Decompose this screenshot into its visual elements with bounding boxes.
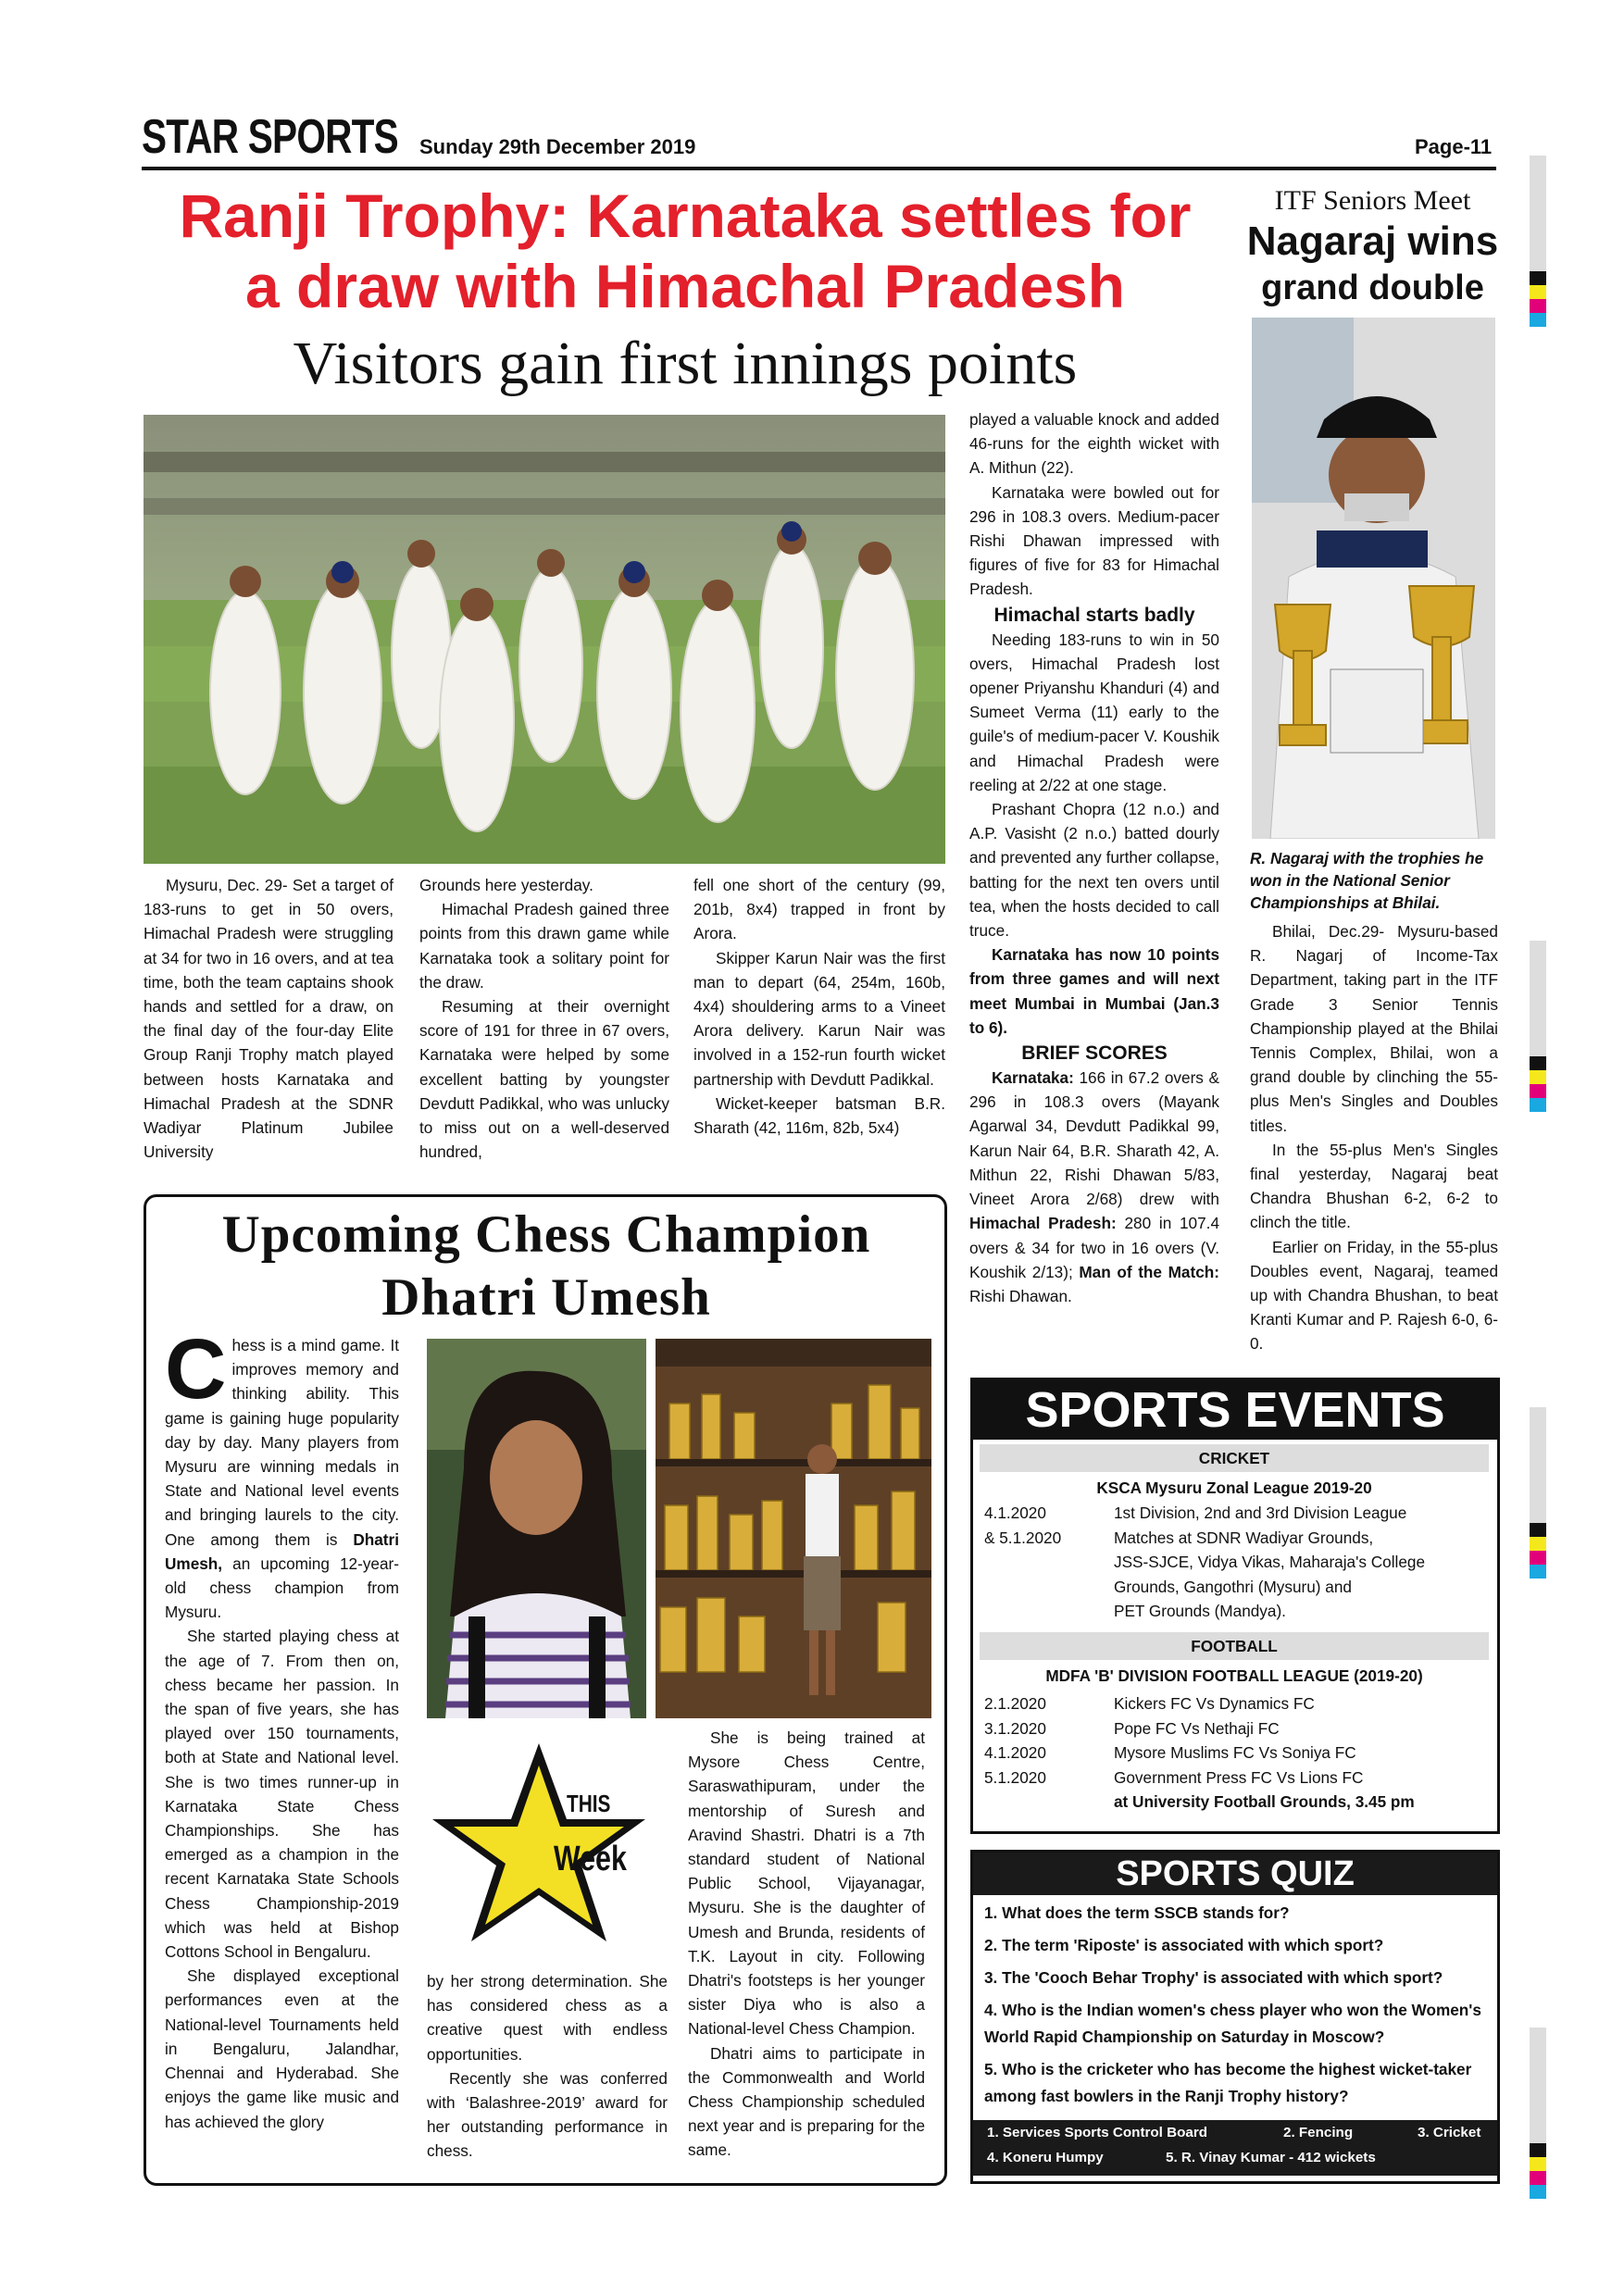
chess-column-3 — [688, 1726, 925, 2163]
chess-intro — [165, 1322, 399, 1624]
chess-intro-rest: an upcoming 12-year-old chess champion from Mysuru. — [165, 1554, 399, 1622]
masthead-brand: STAR SPORTS — [142, 110, 398, 164]
quiz-answer: 2. Fencing — [1283, 2125, 1354, 2140]
header-rule — [142, 167, 1496, 170]
chess-title-line2: Dhatri Umesh — [381, 1268, 711, 1327]
fixture-row — [984, 1691, 1415, 1716]
page-number: Page-11 — [1415, 135, 1493, 158]
scores-himachal-text: 280 in 107.4 overs & 34 for two in 16 overs (V. Koushik 2/13); — [969, 1214, 1220, 1281]
chess-col1-para: She displayed exceptional performances even at the National-level Tournaments held in Bengaluru, Jalandhar, Chennai and Hyderabad. She enjoys the game like music and has achieved the glory — [165, 1966, 399, 2131]
dhatri-trophies-photo — [656, 1339, 931, 1718]
football-fixtures — [984, 1691, 1415, 1815]
quiz-answer: 3. Cricket — [1418, 2125, 1481, 2140]
cricket-team-photo — [144, 415, 945, 864]
ranji-col4-para: Prashant Chopra (12 n.o.) and A.P. Vasisht (2 n.o.) batted dourly and prevented any further collapse, batting for the next ten overs until tea, when the hosts decided to call truce. — [969, 800, 1219, 941]
cricket-date: 4.1.2020 — [984, 1504, 1046, 1522]
ranji-column-3 — [693, 873, 945, 1140]
man-of-match-label: Man of the Match: — [1079, 1262, 1219, 1281]
ranji-headline-line2: a draw with Himachal Pradesh — [245, 252, 1125, 320]
fixture-row — [984, 1766, 1415, 1791]
fixture-match: Mysore Muslims FC Vs Soniya FC — [1114, 1743, 1356, 1763]
chess-column-2 — [427, 1969, 668, 2164]
nagaraj-photo — [1252, 318, 1495, 839]
ranji-col3-para: Skipper Karun Nair was the first man to depart (64, 254m, 160b, 4x4) shouldering arms to a Vineet Arora delivery. Karun Nair was involved in a 152-run fourth wicket partnership with Devdutt Padikkal. — [693, 948, 945, 1089]
ranji-col2-para: Resuming at their overnight score of 191 for three in 67 overs, Karnataka were helped by some excellent batting by youngster Devdutt Padikkal, who was unlucky to miss out on a well-deserved hundred, — [419, 997, 669, 1162]
football-league: MDFA 'B' DIVISION FOOTBALL LEAGUE (2019-20) — [1045, 1666, 1423, 1685]
cricket-date: & 5.1.2020 — [984, 1528, 1062, 1547]
fixture-date: 3.1.2020 — [984, 1718, 1046, 1738]
ranji-subhead: Visitors gain first innings points — [293, 330, 1078, 397]
chess-col1-para: She started playing chess at the age of 7. From then on, chess became her passion. In the span of five years, she has played over 150 tournaments, both at State and National level. She is two times runner-up in Karnataka State Chess Championships. She has emerged as a champion in the recent Karnataka State Schools Chess Championship-2019 which was held at Bishop Cottons School in Bengaluru. — [165, 1627, 399, 1962]
scores-karnataka-text: 166 in 67.2 overs & 296 in 108.3 overs (Mayank Agarwal 34, Devdutt Padikkal 99, Karun Nair 64, B.R. Sharath 42, A. Mithun 22, Rishi Dhawan 5/83, Vineet Arora 2/68) drew with — [969, 1068, 1219, 1209]
quiz-answers-row2 — [973, 2145, 1497, 2170]
chess-intro-text: hess is a mind game. It improves memory and thinking ability. This game is gaining huge popularity day by day. Many players from Mysuru are winning medals in State and National level events and bringing laurels to the city. One among them is — [165, 1336, 399, 1549]
this-week-star — [428, 1736, 650, 1949]
fixture-row — [984, 1741, 1415, 1766]
himachal-subhead: Himachal starts badly — [993, 604, 1195, 626]
ranji-headline — [139, 181, 1231, 321]
star-text-week: Week — [554, 1840, 627, 1878]
ranji-col3-para: fell one short of the century (99, 201b, 8x4) trapped in front by Arora. — [693, 876, 945, 943]
fixture-row — [984, 1716, 1415, 1741]
dropcap: C — [165, 1322, 227, 1416]
fixture-venue: at University Football Grounds, 3.45 pm — [1114, 1792, 1415, 1812]
man-of-match-text: Rishi Dhawan. — [969, 1286, 1072, 1305]
ranji-col4-para: Needing 183-runs to win in 50 overs, Himachal Pradesh lost opener Priyanshu Khanduri (4) and Sumeet Verma (11) early to the guile's of medium-pacer V. Koushik and Himachal Pradesh were reeling at 2/22 at one stage. — [969, 630, 1219, 794]
chess-title — [148, 1204, 944, 1329]
cricket-league: KSCA Mysuru Zonal League 2019-20 — [1096, 1479, 1372, 1497]
star-text-this: THIS — [567, 1790, 611, 1817]
cricket-line: JSS-SJCE, Vidya Vikas, Maharaja's College — [1114, 1553, 1426, 1572]
quiz-question: 2. The term 'Riposte' is associated with which sport? — [984, 1936, 1384, 1954]
ranji-column-1 — [144, 873, 394, 1164]
chess-col3-para: She is being trained at Mysore Chess Centre, Saraswathipuram, under the mentorship of Suresh and Aravind Shastri. Dhatri is a 7th standard student of National Public School, Vijayanagar, Mysuru. She is the daughter of Umesh and Brunda, residents of T.K. Layout in city. Following Dhatri's footsteps is her younger sister Diya who is also a National-level Chess Champion. — [688, 1728, 925, 2039]
cricket-label: CRICKET — [980, 1444, 1489, 1472]
quiz-answer: 1. Services Sports Control Board — [987, 2125, 1208, 2140]
fixture-match: Government Press FC Vs Lions FC — [1114, 1767, 1364, 1787]
header-date: Sunday 29th December 2019 — [419, 135, 696, 158]
karnataka-points: Karnataka has now 10 points from three games and will next meet Mumbai in Mumbai (Jan.3 to 6). — [969, 945, 1219, 1037]
football-label: FOOTBALL — [980, 1632, 1489, 1660]
dhatri-portrait-photo — [427, 1339, 646, 1718]
scores-himachal-label: Himachal Pradesh: — [969, 1214, 1117, 1233]
chess-col2-para: Recently she was conferred with ‘Balashree-2019’ award for her outstanding performance in chess. — [427, 2068, 668, 2161]
quiz-answer: 4. Koneru Humpy — [987, 2150, 1104, 2165]
cricket-line: Matches at SDNR Wadiyar Grounds, — [1114, 1528, 1374, 1547]
chess-player-name: Dhatri Umesh, — [165, 1529, 399, 1573]
fixture-date: 4.1.2020 — [984, 1743, 1046, 1763]
sports-events-title: SPORTS EVENTS — [973, 1380, 1497, 1440]
ranji-col2-para: Himachal Pradesh gained three points from this drawn game while Karnataka took a solitary point for the draw. — [419, 900, 669, 992]
chess-title-line1: Upcoming Chess Champion — [221, 1205, 871, 1264]
cricket-dates — [984, 1501, 1061, 1550]
chess-col2-para: by her strong determination. She has considered chess as a creative quest with endless opportunities. — [427, 1972, 668, 2064]
itf-headline — [1245, 218, 1500, 311]
scores-karnataka-label: Karnataka: — [992, 1068, 1074, 1088]
quiz-answer: 5. R. Vinay Kumar - 412 wickets — [1166, 2150, 1376, 2165]
ranji-col3-para: Wicket-keeper batsman B.R. Sharath (42, 116m, 82b, 5x4) — [693, 1093, 945, 1138]
ranji-col1-para: Mysuru, Dec. 29- Set a target of 183-runs to get in 50 overs, Himachal Pradesh were struggling at 34 for two in 16 overs, and at tea time, both the team captains shook hands and settled for a draw, on the final day of the four-day Elite Group Ranji Trophy match played between hosts Karnataka and Himachal Pradesh at the SDNR Wadiyar Platinum Jubilee University — [144, 876, 394, 1162]
quiz-answers-row1 — [973, 2120, 1497, 2145]
nagaraj-caption: R. Nagaraj with the trophies he won in the National Senior Championships at Bhilai. — [1250, 849, 1484, 912]
quiz-question: 4. Who is the Indian women's chess player who won the Women's World Rapid Championship on Saturday in Moscow? — [984, 2001, 1481, 2046]
fixture-match: Pope FC Vs Nethaji FC — [1114, 1718, 1280, 1738]
fixture-date: 2.1.2020 — [984, 1694, 1046, 1713]
brief-scores-subhead: BRIEF SCORES — [1021, 1042, 1168, 1065]
ranji-column-2 — [419, 873, 669, 1164]
brief-scores — [969, 1066, 1219, 1308]
cricket-details — [1114, 1501, 1425, 1624]
cricket-line: 1st Division, 2nd and 3rd Division League — [1114, 1504, 1407, 1522]
ranji-headline-line1: Ranji Trophy: Karnataka settles for — [179, 181, 1192, 250]
quiz-question: 5. Who is the cricketer who has become the highest wicket-taker among fast bowlers in the Ranji Trophy history? — [984, 2060, 1472, 2105]
cricket-line: PET Grounds (Mandya). — [1114, 1602, 1286, 1621]
itf-headline-line2: grand double — [1261, 268, 1484, 307]
fixture-date: 5.1.2020 — [984, 1767, 1046, 1787]
chess-column-1 — [165, 1322, 399, 2134]
quiz-question: 3. The 'Cooch Behar Trophy' is associated with which sport? — [984, 1968, 1443, 1987]
ranji-column-4 — [969, 407, 1219, 1308]
itf-kicker: ITF Seniors Meet — [1274, 185, 1471, 216]
fixture-match: Kickers FC Vs Dynamics FC — [1114, 1694, 1315, 1713]
itf-para: In the 55-plus Men's Singles final yesterday, Nagaraj beat Chandra Bhushan 6-2, 6-2 to clinch the title. — [1250, 1140, 1498, 1232]
ranji-col4-para: Karnataka were bowled out for 296 in 108.3 overs. Medium-pacer Rishi Dhawan impressed with figures of five for 83 for Himachal Pradesh. — [969, 482, 1219, 599]
itf-para: Bhilai, Dec.29- Mysuru-based R. Nagarj of Income-Tax Department, taking part in the ITF Grade 3 Senior Tennis Championship played at the Bhilai Tennis Complex, Bhilai, won a grand double by clinching the 55-plus Men's Singles and Doubles titles. — [1250, 922, 1498, 1135]
quiz-questions — [984, 1900, 1489, 2110]
itf-body — [1250, 919, 1498, 1356]
sports-quiz-title: SPORTS QUIZ — [973, 1853, 1497, 1895]
chess-col3-para: Dhatri aims to participate in the Commonwealth and World Chess Championship scheduled next year and is preparing for the same. — [688, 2043, 925, 2160]
itf-headline-line1: Nagaraj wins — [1246, 218, 1499, 264]
quiz-question: 1. What does the term SSCB stands for? — [984, 1903, 1290, 1922]
ranji-col4-para: played a valuable knock and added 46-runs for the eighth wicket with A. Mithun (22). — [969, 410, 1219, 478]
cricket-line: Grounds, Gangothri (Mysuru) and — [1114, 1577, 1352, 1596]
quiz-answers — [973, 2120, 1497, 2176]
itf-para: Earlier on Friday, in the 55-plus Doubles event, Nagaraj, teamed up with Chandra Bhushan, to beat Kranti Kumar and P. Rajesh 6-0, 6-0. — [1250, 1237, 1498, 1354]
ranji-col2-para: Grounds here yesterday. — [419, 876, 593, 894]
